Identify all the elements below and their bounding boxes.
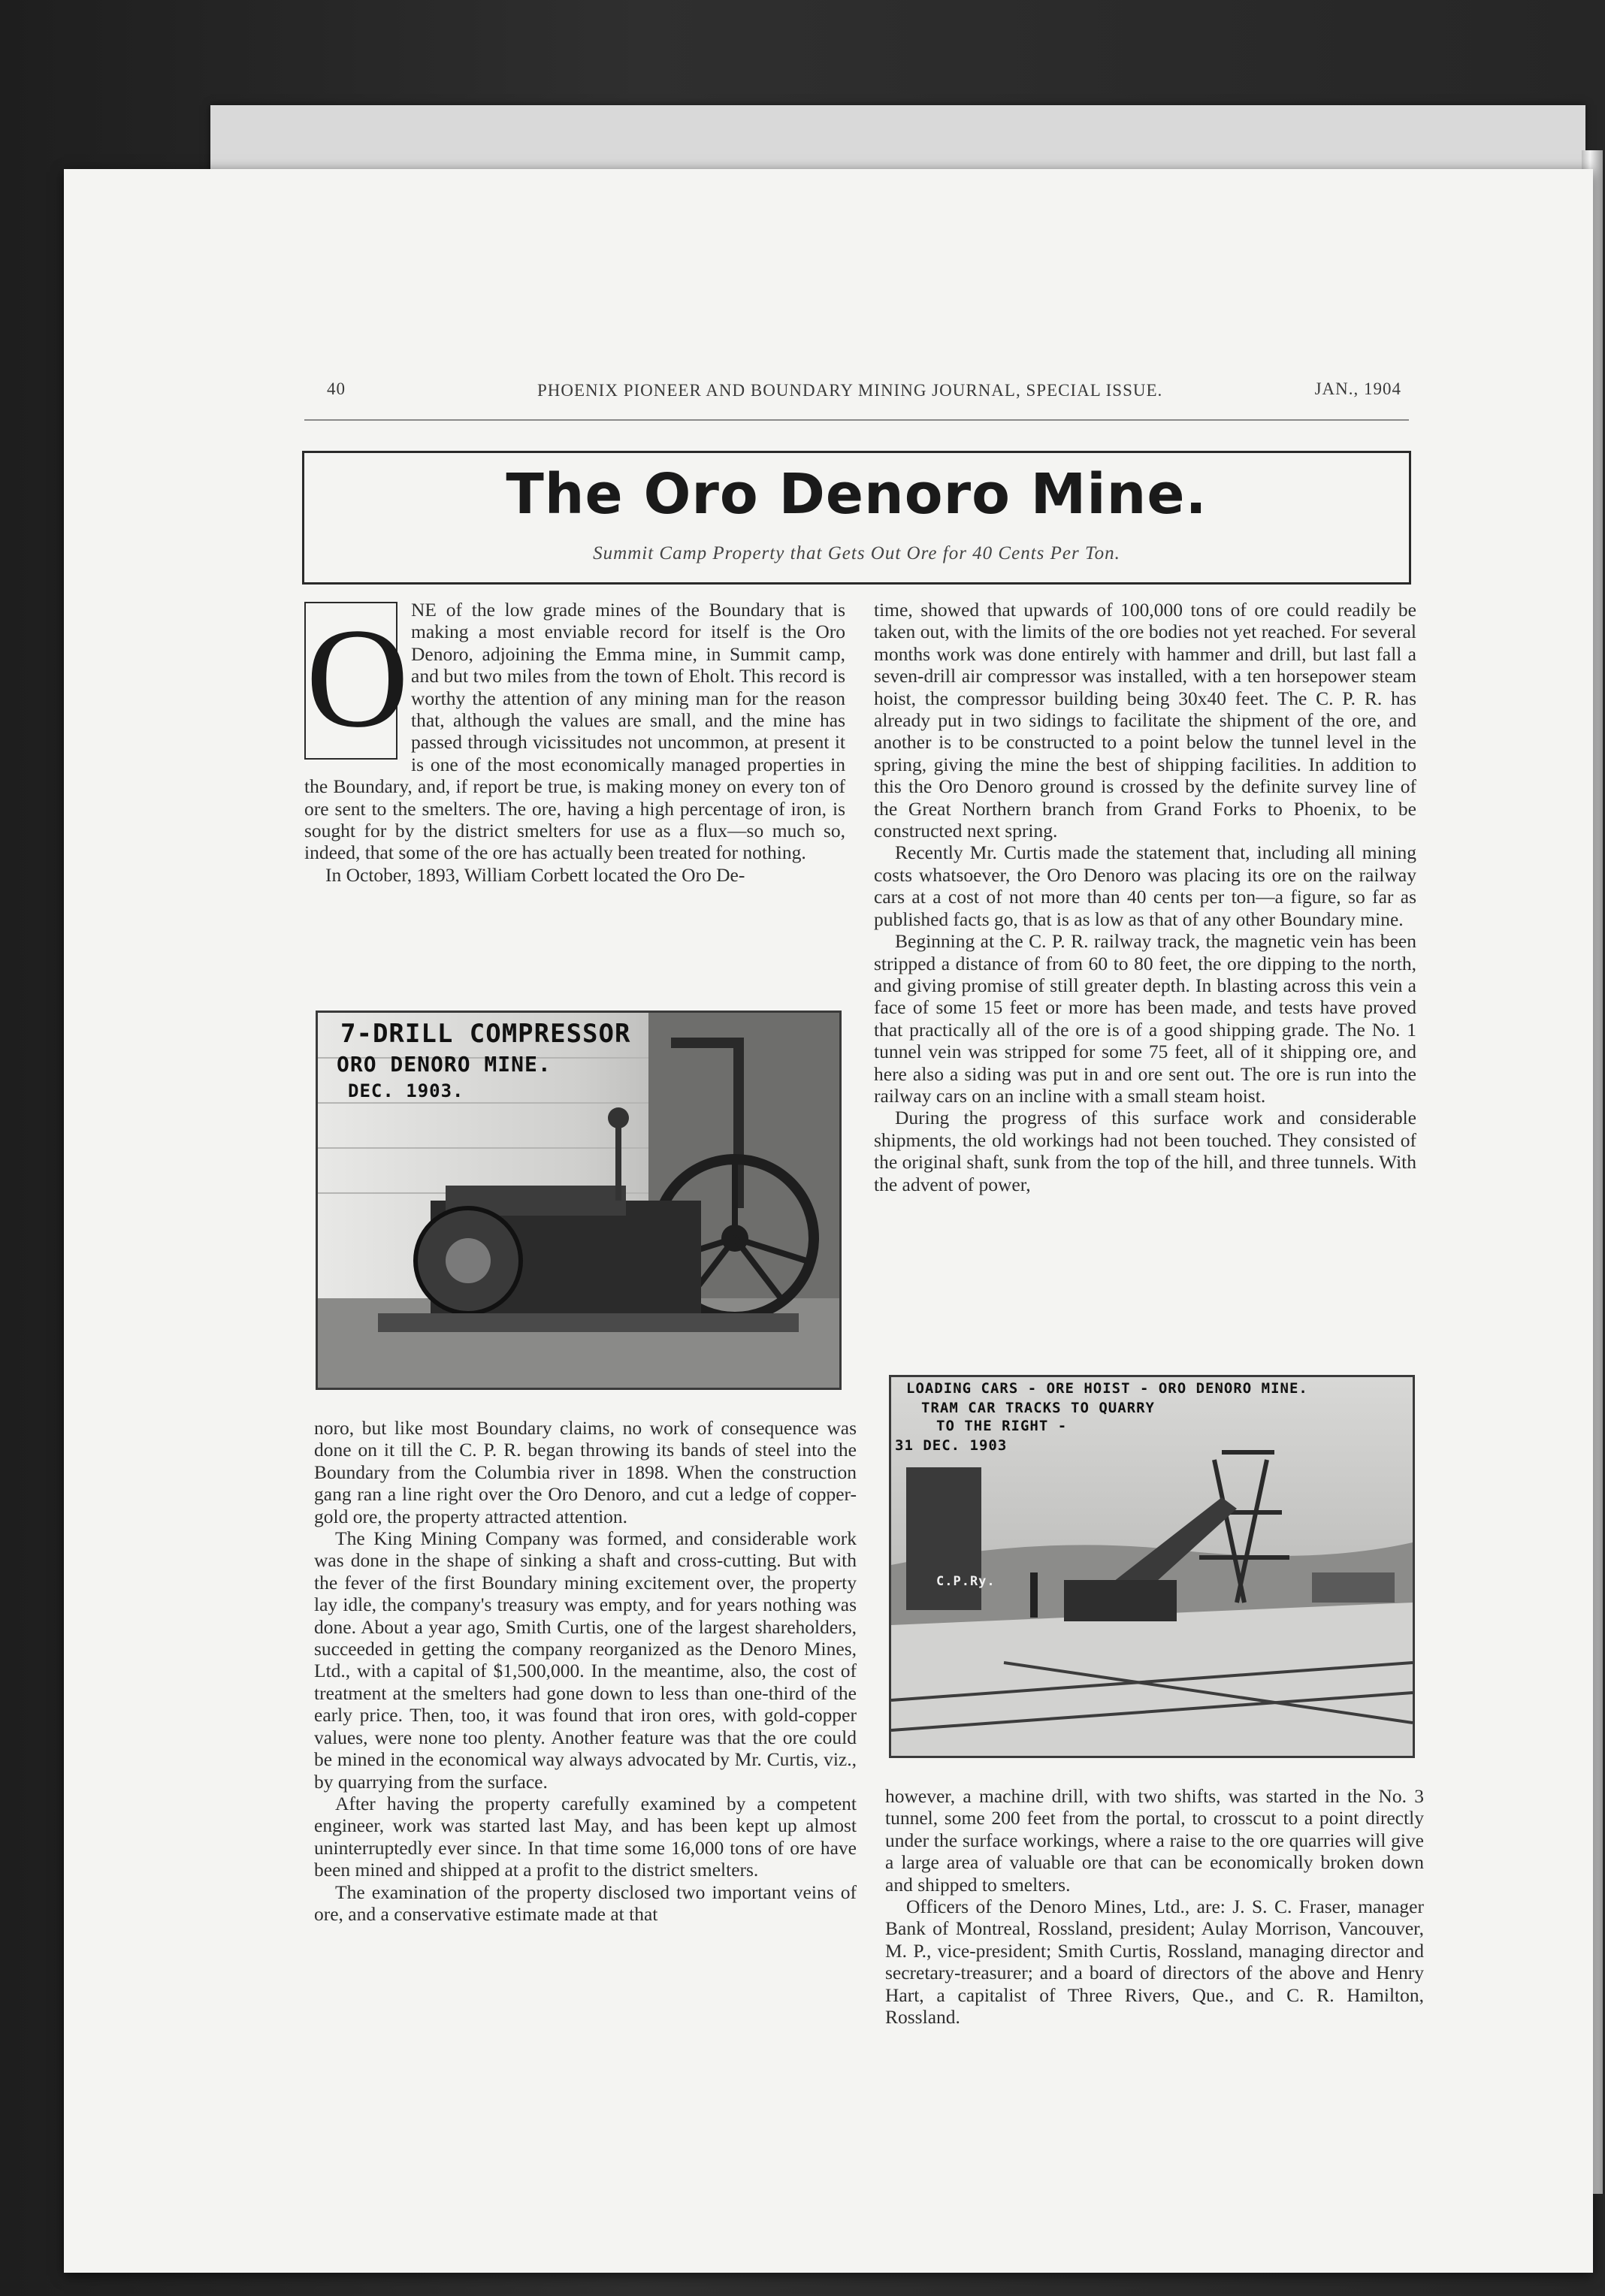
quarry-caption-line3: TO THE RIGHT - [936,1418,1068,1434]
running-head [259,379,1401,409]
column-1-bottom [314,1417,857,1925]
compressor-photo [316,1011,842,1390]
paragraph: After having the property carefully examined by a competent engineer, work was started last May, and has been kept up almost uninterruptedly ever since. In that time some 16,000 tons of ore have been mined and shipped at a profit to the district smelters. [314,1792,857,1881]
compressor-caption-line3: DEC. 1903. [348,1080,464,1101]
quarry-photo [889,1375,1415,1758]
paragraph: Beginning at the C. P. R. railway track, the magnetic vein has been stripped a distance of from 60 to 80 feet, the ore dipping to the north, and giving promise of still greater depth. In blasting across this vein a face of some 15 feet or more has been made, and tests have proved that practically all of the ore is of a good shipping grade. The No. 1 tunnel vein was stripped for some 75 feet, all of it shipping ore, and here also a siding was put in and ore sent out. The ore is run into the railway cars on an incline with a small steam hoist. [874,930,1416,1107]
paragraph: The examination of the property disclosed two important veins of ore, and a conservative estimate made at that [314,1881,857,1925]
quarry-caption-line4: 31 DEC. 1903 [895,1437,1008,1454]
column-1-top [304,599,845,886]
article-subtitle: Summit Camp Property that Gets Out Ore for 40 Cents Per Ton. [593,543,1120,563]
issue-date: JAN., 1904 [1314,379,1401,398]
page-number: 40 [327,379,346,398]
paragraph: In October, 1893, William Corbett located the Oro De- [325,863,745,886]
paragraph: Officers of the Denoro Mines, Ltd., are: J. S. C. Fraser, manager Bank of Montreal, Rossland, president; Aulay Morrison, Vancouver, M. P., vice-president; Smith Curtis, Rossland, managing director and secretary-treasurer; and a board of directors of the above and Henry Hart, a capitalist of Three Rivers, Que., and C. R. Hamilton, Rossland. [885,1896,1424,2029]
paragraph: noro, but like most Boundary claims, no work of consequence was done on it till the C. P. R. began throwing its bands of steel into the Boundary from the Columbia river in 1898. When the construction gang ran a line right over the Oro Denoro, and cut a ledge of copper-gold ore, the property attracted attention. [314,1417,857,1527]
paragraph: however, a machine drill, with two shifts, was started in the No. 3 tunnel, some 200 feet from the portal, to crosscut to a point directly under the surface workings, where a raise to the ore quarries will give a large area of valuable ore that can be economically broken down and shipped to smelters. [885,1785,1424,1896]
paragraph: NE of the low grade mines of the Boundary that is making a most enviable record for itself is the Oro Denoro, adjoining the Emma mine, in Summit camp, and but two miles from the town of Eholt. This record is worthy the attention of any mining man for the reason that, although the values are small, and the mine has passed through vicissitudes not uncommon, at present it is one of the most economically managed properties in the Boundary, and, if report be true, is making money on every ton of ore sent to the smelters. The ore, having a high percentage of iron, is sought for by the district smelters for use as a flux—so much so, indeed, that some of the ore has actually been treated for nothing. [304,599,845,864]
drop-cap: O [304,602,397,760]
article-title: The Oro Denoro Mine. [506,462,1208,527]
compressor-caption-line2: ORO DENORO MINE. [337,1052,552,1077]
quarry-caption-line1: LOADING CARS - ORE HOIST - ORO DENORO MINE. [906,1380,1308,1397]
paragraph: During the progress of this surface work and considerable shipments, the old workings had not been touched. They consisted of the original shaft, sunk from the top of the hill, and three tunnels. With the advent of power, [874,1107,1416,1195]
column-2-bottom [885,1785,1424,2028]
paragraph: Recently Mr. Curtis made the statement that, including all mining costs whatsoever, the Oro Denoro was placing its ore on the railway cars at a cost of not more than 40 cents per ton—a figure, so far as published facts go, that is as low as that of any other Boundary mine. [874,841,1416,930]
paragraph: The King Mining Company was formed, and considerable work was done in the shape of sinking a shaft and cross-cutting. But with the fever of the first Boundary mining excitement over, the property lay idle, the company's treasury was empty, and for years nothing was done. About a year ago, Smith Curtis, one of the largest shareholders, succeeded in getting the company reorganized as the Denoro Mines, Ltd., with a capital of $1,500,000. In the meantime, also, the cost of treatment at the smelters had gone down to less than one-third of the early price. Then, too, it was found that iron ores, with gold-copper values, were none too plenty. Another feature was that the ore could be mined in the economical way always advocated by Mr. Curtis, viz., by quarrying from the surface. [314,1527,857,1793]
title-box [302,451,1411,585]
publication-title: PHOENIX PIONEER AND BOUNDARY MINING JOURNAL, SPECIAL ISSUE. [537,381,1163,400]
paragraph: time, showed that upwards of 100,000 tons of ore could readily be taken out, with the limits of the ore bodies not yet reached. For several months work was done entirely with hammer and drill, but last fall a seven-drill air compressor was installed, with a ten horsepower steam hoist, the compressor building being 30x40 feet. The C. P. R. has already put in two sidings to facilitate the shipment of the ore, and another is to be constructed to a point below the tunnel level in the spring, giving the mine the best of shipping facilities. In addition to this the Oro Denoro ground is crossed by the definite survey line of the Great Northern branch from Grand Forks to Phoenix, to be constructed next spring. [874,599,1416,842]
header-rule [304,419,1409,421]
column-2-top [874,599,1416,1195]
quarry-caption-line2: TRAM CAR TRACKS TO QUARRY [921,1400,1155,1416]
compressor-caption-line1: 7-DRILL COMPRESSOR [340,1019,631,1049]
railway-sign: C.P.Ry. [936,1574,996,1589]
